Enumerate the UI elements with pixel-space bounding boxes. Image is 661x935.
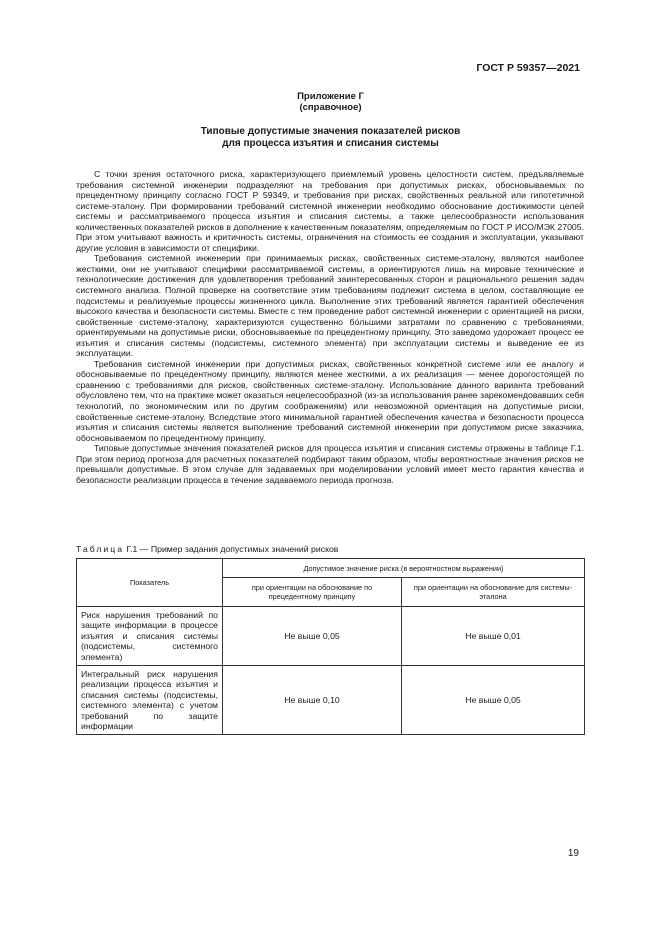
paragraph-2: Требования системной инженерии при принимаемых рисках, свойственных системе-эталону, являются наиболее жесткими, они не учитывают специфики рассматриваемой системы, а ориентируются лишь на мировые технические и технологические достижения для удовлетворения требований заинтересованных сторон и рационального решения задач системного анализа. Полной проверке на соответствие этим требованиям подлежит система в целом, составляющие ее подсистемы и реализуемые процессы жизненного цикла. Выполнение этих требований является гарантией обеспечения высокого качества и безопасности системы. Вместе с тем проведение работ системной инженерии с ориентацией на риски, свойственные системе-эталону, характеризуются существенно бо́льшими затратами по сравнению с требованиями, ориентируемыми на допустимые риски, обосновываемые по прецедентному принципу. Это заведомо удорожает процесс ее изъятия и списания системы (подсистемы, системного элемента) при эксплуатации системы и выведение ее из эксплуатации. [76, 253, 584, 359]
appendix-label: Приложение Г [297, 91, 364, 102]
paragraph-4: Типовые допустимые значения показателей рисков для процесса изъятия и списания системы отражены в таблице Г.1. При этом период прогноза для расчетных показателей подбирают таким образом, чтобы вероятностные значения рисков не превышали допустимые. В этом случае для задаваемых при моделировании условий имеет место гарантия качества и безопасности реализации процесса в течение задаваемого периода прогноза. [76, 443, 584, 485]
table-row [77, 607, 585, 666]
appendix-heading [0, 91, 661, 113]
section-title [0, 126, 661, 149]
row-value-reference: Не выше 0,05 [402, 666, 585, 735]
header-reference: при ориентации на обоснование для системы-эталона [402, 578, 585, 607]
table-caption-text: Г.1 — Пример задания допустимых значений рисков [124, 544, 339, 554]
table-row [77, 666, 585, 735]
paragraph-1: С точки зрения остаточного риска, характеризующего приемлемый уровень целостности систем, предъявляемые требования системной инженерии подразделяют на требования при допустимых рисках, обосновываемых по прецедентному принципу согласно ГОСТ Р 59349, и требования при рисках, свойственных реальной или гипотетичной системе-эталону. При формировании требований системной инженерии необходимо обоснование достижимости целей системы и рассматриваемого процесса изъятия и списания системы, а также целесообразности использования количественных показателей рисков в дополнение к качественным показателям, определяемым по ГОСТ Р ИСО/МЭК 27005. При этом учитывают важность и критичность системы, ограничения на стоимость ее создания и эксплуатации, указывают другие условия в зависимости от специфики. [76, 169, 584, 253]
row-value-reference: Не выше 0,01 [402, 607, 585, 666]
table-caption [76, 544, 338, 554]
body-text [76, 169, 584, 485]
title-line-1: Типовые допустимые значения показателей рисков [200, 126, 461, 137]
page-number: 19 [567, 848, 579, 859]
paragraph-3: Требования системной инженерии при допустимых рисках, свойственных конкретной системе или ее аналогу и обосновываемые по прецедентному принципу, являются менее жесткими, а их реализация — менее дорогостоящей по сравнению с требованиями для рисков, свойственных системе-эталону. Использование данного варианта требований обусловлено тем, что на практике может оказаться нецелесообразной (из-за использования ранее зарекомендовавших себя технологий, по экономическим или по другим соображениям) или невозможной ориентация на допустимые риски, свойственные системе-эталону. Вследствие этого минимальной гарантией обеспечения качества и безопасности процесса изъятия и списания системы является выполнение требований системной инженерии при допустимом риске заказчика, обосновываемом по прецедентному принципу. [76, 358, 584, 443]
header-group: Допустимое значение риска (в вероятностном выражении) [223, 559, 585, 578]
title-line-2: для процесса изъятия и списания системы [222, 137, 439, 149]
row-label: Интегральный риск нарушения реализации процесса изъятия и списания системы (подсистемы, системного элемента) с учетом требований по защите информации [77, 666, 223, 735]
header-precedent: при ориентации на обоснование по прецедентному принципу [223, 578, 402, 607]
row-label: Риск нарушения требований по защите информации в процессе изъятия и списания системы (подсистемы, системного элемента) [77, 607, 223, 666]
appendix-type: (справочное) [299, 102, 362, 113]
table-caption-word: Таблица [76, 544, 125, 554]
document-header: ГОСТ Р 59357—2021 [476, 62, 580, 74]
row-value-precedent: Не выше 0,10 [223, 666, 402, 735]
header-indicator: Показатель [77, 559, 223, 607]
row-value-precedent: Не выше 0,05 [223, 607, 402, 666]
risk-table [76, 558, 585, 735]
